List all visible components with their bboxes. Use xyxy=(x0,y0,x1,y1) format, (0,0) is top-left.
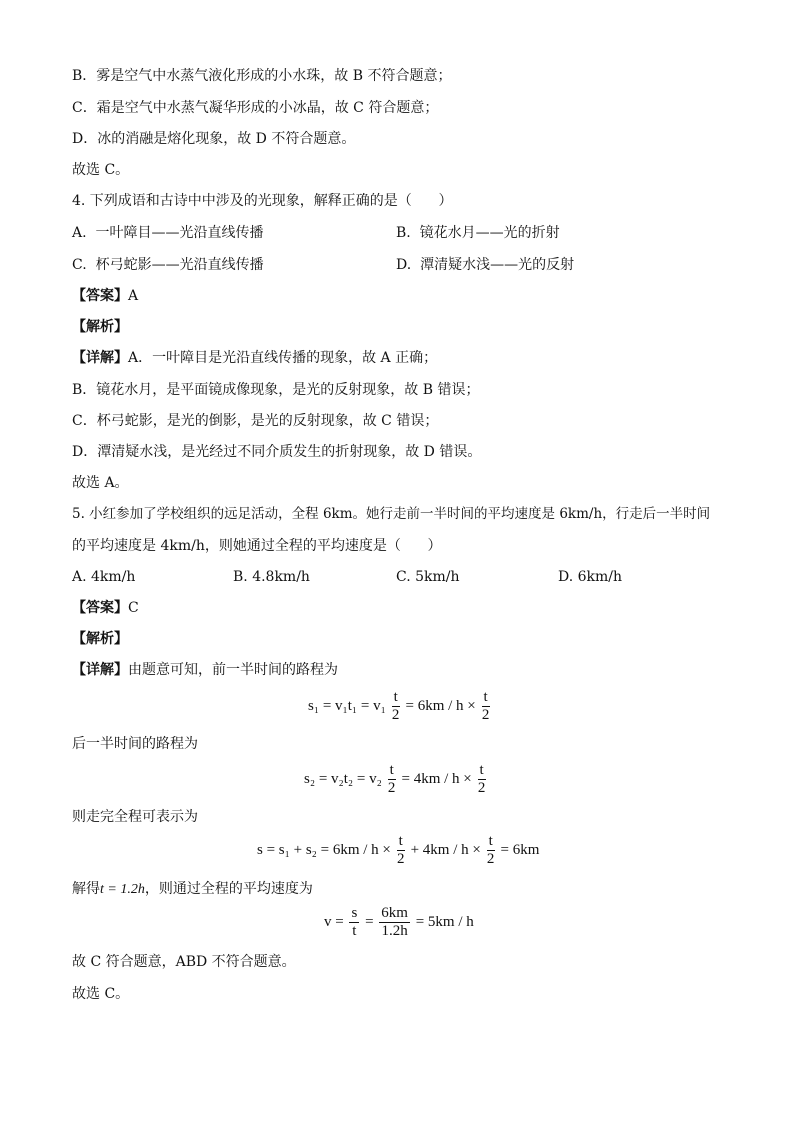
q4-option-c: C. 杯弓蛇影——光沿直线传播 xyxy=(72,257,264,273)
q5-answer xyxy=(72,599,139,617)
frac-den: 2 xyxy=(481,707,490,723)
q4-answer xyxy=(72,287,138,305)
line-c-frost: C．霜是空气中水蒸气凝华形成的小冰晶，故 C 符合题意； xyxy=(72,100,439,116)
detail-text: A．一叶障目是光沿直线传播的现象，故 A 正确； xyxy=(128,350,438,366)
q4-option-b: B. 镜花水月——光的折射 xyxy=(396,225,560,241)
eq4-rhs: = 5km / h xyxy=(415,913,474,930)
q5-detail-intro xyxy=(72,661,338,679)
frac-num: t xyxy=(488,833,493,849)
frac-den: 2 xyxy=(396,851,405,867)
fraction xyxy=(478,762,486,797)
detail-tag: 【详解】 xyxy=(72,350,128,366)
q4-option-d: D. 潭清疑水浅——光的反射 xyxy=(396,257,575,273)
fraction xyxy=(349,905,359,940)
q4-stem: 4. 下列成语和古诗中中涉及的光现象，解释正确的是（ ） xyxy=(72,193,453,209)
line-b-fog: B．雾是空气中水蒸气液化形成的小水珠，故 B 不符合题意； xyxy=(72,68,452,84)
q5-second-half: 后一半时间的路程为 xyxy=(72,736,198,752)
frac-den: 2 xyxy=(387,780,396,796)
q5-option-b: B. 4.8km/h xyxy=(233,569,310,585)
eq4-lhs: v = xyxy=(324,913,344,930)
answer-value: C xyxy=(128,600,139,616)
q5-option-d: D. 6km/h xyxy=(558,569,623,585)
line-choose-c: 故选 C。 xyxy=(72,162,130,178)
q5-solve xyxy=(72,880,313,899)
detail-text: 由题意可知，前一半时间的路程为 xyxy=(128,662,338,678)
q5-conclusion: 故 C 符合题意，ABD 不符合题意。 xyxy=(72,954,296,970)
eq3-lhs: s = s₁ + s₂ = 6km / h × xyxy=(257,841,391,858)
q4-choose: 故选 A。 xyxy=(72,475,129,491)
q4-detail-2: B．镜花水月，是平面镜成像现象，是光的反射现象，故 B 错误； xyxy=(72,382,480,398)
solve-suffix: ，则通过全程的平均速度为 xyxy=(144,881,313,897)
fraction xyxy=(397,833,405,868)
frac-num: t xyxy=(389,762,394,778)
eq2-lhs: s₂ = v₂t₂ = v₂ xyxy=(304,770,382,787)
answer-tag: 【答案】 xyxy=(72,600,128,616)
frac-num: 6km xyxy=(381,905,408,921)
frac-den: t xyxy=(352,923,357,939)
q5-option-c: C. 5km/h xyxy=(396,569,460,585)
q5-stem-1: 5. 小红参加了学校组织的远足活动，全程 6km。她行走前一半时间的平均速度是 6km/h，行走后一半时间 xyxy=(72,506,711,522)
detail-tag: 【详解】 xyxy=(72,662,128,678)
frac-num: s xyxy=(351,905,358,921)
frac-num: t xyxy=(393,689,398,705)
eq4-eq: = xyxy=(365,913,374,930)
equation-s-total xyxy=(257,833,539,868)
q5-analysis: 【解析】 xyxy=(72,631,128,647)
solve-prefix: 解得 xyxy=(72,881,100,897)
q4-option-a: A. 一叶障目——光沿直线传播 xyxy=(72,225,264,241)
eq1-mid: = 6km / h × xyxy=(405,697,476,714)
eq3-rhs: = 6km xyxy=(500,841,540,858)
equation-v xyxy=(324,905,474,940)
eq1-lhs: s₁ = v₁t₁ = v₁ xyxy=(308,697,386,714)
fraction xyxy=(487,833,495,868)
answer-value: A xyxy=(128,288,139,304)
frac-num: t xyxy=(398,833,403,849)
frac-num: t xyxy=(479,762,484,778)
q4-detail-3: C．杯弓蛇影，是光的倒影，是光的反射现象，故 C 错误； xyxy=(72,413,439,429)
frac-den: 2 xyxy=(486,851,495,867)
line-d-ice: D．冰的消融是熔化现象，故 D 不符合题意。 xyxy=(72,131,356,147)
q5-final: 故选 C。 xyxy=(72,986,130,1002)
eq2-mid: = 4km / h × xyxy=(401,770,472,787)
fraction xyxy=(392,689,400,724)
q5-option-a: A. 4km/h xyxy=(72,569,136,585)
q5-stem-2: 的平均速度是 4km/h，则她通过全程的平均速度是（ ） xyxy=(72,538,442,554)
equation-s2 xyxy=(304,762,488,797)
q4-detail-4: D．潭清疑水浅，是光经过不同介质发生的折射现象，故 D 错误。 xyxy=(72,444,482,460)
fraction xyxy=(388,762,396,797)
frac-den: 1.2h xyxy=(381,923,408,939)
eq3-mid: + 4km / h × xyxy=(410,841,481,858)
equation-s1 xyxy=(308,689,492,724)
frac-den: 2 xyxy=(391,707,400,723)
q4-analysis: 【解析】 xyxy=(72,319,128,335)
solve-t: t = 1.2h xyxy=(100,882,145,897)
frac-num: t xyxy=(483,689,488,705)
q4-detail-1 xyxy=(72,349,437,367)
fraction xyxy=(379,905,410,940)
fraction xyxy=(482,689,490,724)
answer-tag: 【答案】 xyxy=(72,288,128,304)
q5-whole: 则走完全程可表示为 xyxy=(72,809,198,825)
frac-den: 2 xyxy=(477,780,486,796)
